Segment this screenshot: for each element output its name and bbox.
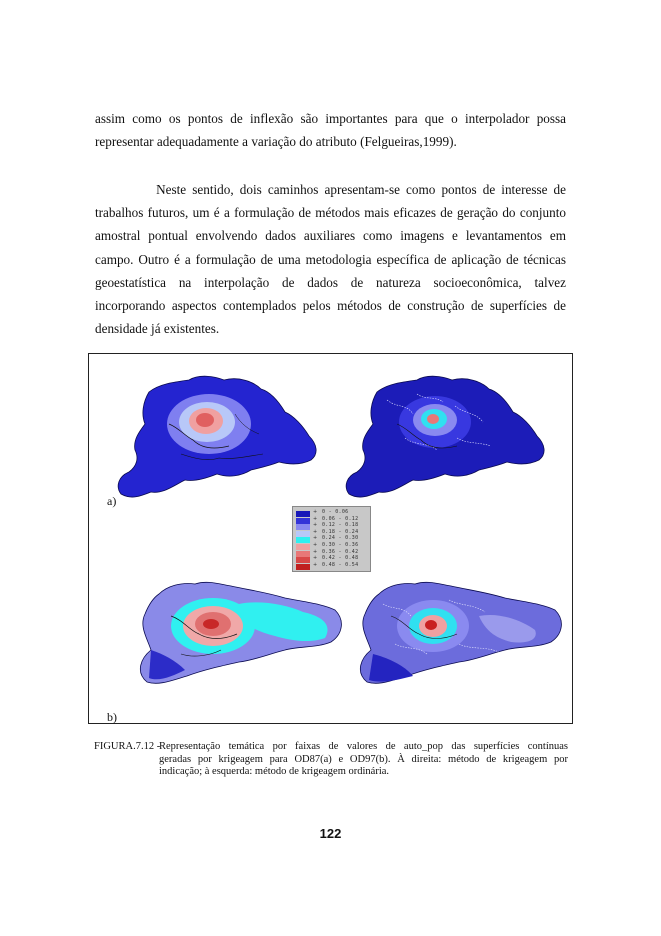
text-line: Neste sentido, dois caminhos apresentam-se como pontos de interesse de [95,182,566,197]
legend-label: 0.18 - 0.24 [322,528,359,535]
text-line: trabalhos futuros, um é a formulação de métodos mais eficazes de geração do conjunto [95,205,566,221]
legend-label: 0.42 - 0.48 [322,555,359,562]
color-legend [292,506,371,572]
legend-label: 0.30 - 0.36 [322,542,359,548]
legend-label: 0.24 - 0.30 [322,535,359,542]
legend-swatch [296,551,310,557]
caption-text [159,741,568,779]
legend-swatch [296,524,310,530]
paragraph-1 [95,107,566,153]
legend-label: 0.12 - 0.18 [322,522,359,529]
legend-label: 0.48 - 0.54 [322,561,359,568]
paragraph-2 [95,178,566,340]
legend-marker: + [313,515,318,522]
legend-label: 0 - 0.06 [322,509,349,515]
legend-swatch [296,531,310,537]
text-line: densidade já existentes. [95,321,220,337]
legend-swatch [296,544,310,550]
legend-marker: + [313,528,318,535]
map-b-left [140,582,341,683]
legend-marker: + [313,522,318,529]
caption-line: Representação temática por faixas de valores de auto_pop das superfícies contínuas [159,741,568,752]
legend-swatch [296,564,310,570]
legend-swatch [296,518,310,524]
map-a-right [346,376,544,497]
legend-swatch [296,537,310,543]
text-line: geoestatística na interpolação de dados de natureza socioeconômica, talvez [95,274,566,290]
legend-marker: + [313,548,318,555]
legend-marker: + [313,509,318,515]
legend-swatch [296,557,310,563]
legend-label: 0.36 - 0.42 [322,548,359,555]
caption-line: indicação; à esquerda: método de krigeagem ordinária. [159,766,390,778]
legend-marker: + [313,542,318,548]
map-a-left [118,376,316,497]
legend-item [296,561,369,571]
page-number: 122 [319,826,342,841]
text-line: incorporando aspectos contemplados pelos métodos de construção de superfícies de [95,298,566,314]
text-line: campo. Outro é a formulação de uma metodologia específica de aplicação de técnicas [95,251,566,267]
caption-line: geradas por krigeagem para OD87(a) e OD97(b). À direita: método de krigeagem por [159,753,568,765]
text-line: amostral pontual envolvendo dados auxiliares como imagens e levantamentos em [95,228,566,244]
figure-kriging-maps [88,353,573,724]
legend-marker: + [313,535,318,542]
legend-marker: + [313,555,318,562]
panel-label-b: b) [107,710,117,724]
map-b-right [360,582,561,683]
text-line: representar adequadamente a variação do atributo (Felgueiras,1999). [95,134,457,150]
legend-label: 0.06 - 0.12 [322,515,359,522]
caption-label: FIGURA.7.12 - [94,741,161,752]
legend-marker: + [313,561,318,568]
panel-label-a: a) [107,494,117,508]
legend-swatch [296,511,310,517]
text-line: assim como os pontos de inflexão são importantes para que o interpolador possa [95,111,566,126]
